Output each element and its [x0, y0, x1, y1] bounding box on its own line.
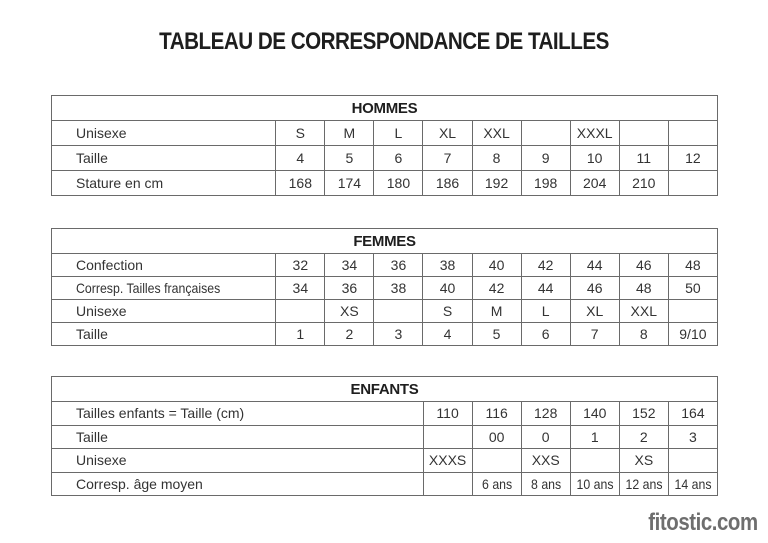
table-cell: [472, 472, 521, 496]
table-row: [52, 449, 718, 473]
table-cell: 8: [472, 146, 521, 171]
table-row: [52, 472, 718, 496]
table-cell: [668, 472, 717, 496]
table-cell-text: 14 ans: [674, 475, 712, 492]
table-cell: 5: [325, 146, 374, 171]
table-cell: 164: [668, 402, 717, 426]
table-cell: 50: [668, 277, 717, 300]
table-cell: [521, 121, 570, 146]
table-cell: 180: [374, 171, 423, 196]
table-cell: [619, 121, 668, 146]
table-cell: 42: [521, 254, 570, 277]
table-cell: 38: [374, 277, 423, 300]
table-cell: S: [276, 121, 325, 146]
table-cell: 1: [570, 425, 619, 449]
table-cell-text: 10 ans: [576, 475, 614, 492]
table-cell: 11: [619, 146, 668, 171]
table-cell: 9/10: [668, 323, 717, 346]
table-cell: 6: [521, 323, 570, 346]
table-cell: 2: [325, 323, 374, 346]
table-cell: L: [374, 121, 423, 146]
table-cell: 128: [521, 402, 570, 426]
table-cell: [668, 449, 717, 473]
table-cell: 6: [374, 146, 423, 171]
table-cell: XXXL: [570, 121, 619, 146]
table-cell: M: [472, 300, 521, 323]
table-cell: 46: [570, 277, 619, 300]
table-cell: 36: [374, 254, 423, 277]
table-cell: [570, 449, 619, 473]
table-cell: 192: [472, 171, 521, 196]
table-cell: XXS: [521, 449, 570, 473]
table-cell: 210: [619, 171, 668, 196]
table-cell: 00: [472, 425, 521, 449]
row-label: Corresp. âge moyen: [52, 472, 424, 496]
row-label: Unisexe: [52, 300, 276, 323]
table-cell: XS: [619, 449, 668, 473]
row-label: [52, 277, 276, 300]
table-cell: 186: [423, 171, 472, 196]
table-cell: [276, 300, 325, 323]
table-cell: 8: [619, 323, 668, 346]
table-row: [52, 323, 718, 346]
table-cell: 48: [619, 277, 668, 300]
table-row: [52, 300, 718, 323]
table-row: [52, 402, 718, 426]
enfants-heading: ENFANTS: [52, 377, 718, 402]
table-cell: 48: [668, 254, 717, 277]
table-cell: [668, 300, 717, 323]
table-cell: XL: [423, 121, 472, 146]
table-cell: [423, 472, 472, 496]
table-cell: 116: [472, 402, 521, 426]
row-label: Confection: [52, 254, 276, 277]
table-cell: [472, 449, 521, 473]
table-cell: L: [521, 300, 570, 323]
table-cell: [619, 472, 668, 496]
table-cell: 1: [276, 323, 325, 346]
table-cell: 7: [423, 146, 472, 171]
table-row: [52, 277, 718, 300]
table-row: [52, 171, 718, 196]
table-cell: 3: [374, 323, 423, 346]
table-cell: [668, 121, 717, 146]
table-row: [52, 146, 718, 171]
table-cell: 140: [570, 402, 619, 426]
table-cell: 9: [521, 146, 570, 171]
watermark: fitostic.com: [648, 509, 758, 536]
table-cell: 7: [570, 323, 619, 346]
table-cell: 42: [472, 277, 521, 300]
table-row: [52, 121, 718, 146]
row-label: Tailles enfants = Taille (cm): [52, 402, 424, 426]
hommes-heading: HOMMES: [52, 96, 718, 121]
table-cell: 40: [472, 254, 521, 277]
table-cell: S: [423, 300, 472, 323]
table-cell: 36: [325, 277, 374, 300]
row-label: Stature en cm: [52, 171, 276, 196]
table-cell: 34: [276, 277, 325, 300]
table-cell: XXL: [619, 300, 668, 323]
table-cell-text: 8 ans: [530, 475, 561, 492]
table-cell-text: 12 ans: [625, 475, 663, 492]
table-cell: 198: [521, 171, 570, 196]
row-label: Unisexe: [52, 121, 276, 146]
hommes-size-table: [51, 95, 718, 196]
table-cell: 38: [423, 254, 472, 277]
row-label: Taille: [52, 146, 276, 171]
table-cell: 44: [570, 254, 619, 277]
table-cell: 4: [276, 146, 325, 171]
table-cell: 40: [423, 277, 472, 300]
table-cell: XS: [325, 300, 374, 323]
table-cell: [374, 300, 423, 323]
table-cell: 44: [521, 277, 570, 300]
page-title: TABLEAU DE CORRESPONDANCE DE TAILLES: [159, 28, 609, 55]
table-cell: 5: [472, 323, 521, 346]
table-cell: 110: [423, 402, 472, 426]
table-cell: [668, 171, 717, 196]
row-label: Taille: [52, 323, 276, 346]
table-cell: XL: [570, 300, 619, 323]
table-cell: 174: [325, 171, 374, 196]
table-cell: XXXS: [423, 449, 472, 473]
table-cell: 3: [668, 425, 717, 449]
row-label-text: Corresp. Tailles françaises: [76, 280, 221, 296]
row-label: Taille: [52, 425, 424, 449]
row-label: Unisexe: [52, 449, 424, 473]
table-cell: 32: [276, 254, 325, 277]
table-cell: M: [325, 121, 374, 146]
table-cell: 152: [619, 402, 668, 426]
enfants-size-table: [51, 376, 718, 496]
table-cell: 168: [276, 171, 325, 196]
table-cell: [570, 472, 619, 496]
femmes-heading: FEMMES: [52, 229, 718, 254]
table-cell: 204: [570, 171, 619, 196]
table-cell: [423, 425, 472, 449]
table-cell-text: 6 ans: [481, 475, 512, 492]
table-cell: XXL: [472, 121, 521, 146]
table-row: [52, 254, 718, 277]
table-cell: 2: [619, 425, 668, 449]
table-cell: 46: [619, 254, 668, 277]
table-cell: 10: [570, 146, 619, 171]
femmes-size-table: [51, 228, 718, 346]
table-cell: 12: [668, 146, 717, 171]
table-cell: 0: [521, 425, 570, 449]
table-cell: [521, 472, 570, 496]
table-cell: 34: [325, 254, 374, 277]
table-cell: 4: [423, 323, 472, 346]
table-row: [52, 425, 718, 449]
